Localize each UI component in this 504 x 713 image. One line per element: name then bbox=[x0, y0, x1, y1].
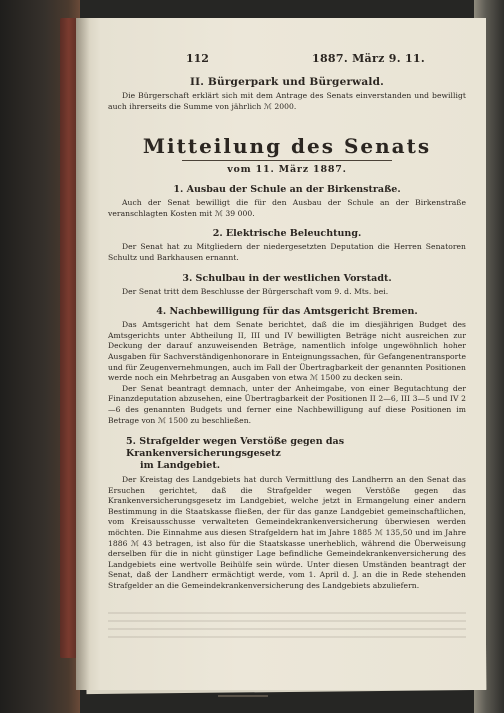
running-header bbox=[108, 52, 466, 70]
item-4-heading: 4. Nachbewilligung für das Amtsgericht Bremen. bbox=[156, 306, 418, 318]
item-3-text: Der Senat tritt dem Beschlusse der Bürgerschaft vom 9. d. Mts. bei. bbox=[122, 286, 389, 296]
item-5-heading-line-2: im Landgebiet. bbox=[140, 460, 221, 472]
item-5-heading bbox=[108, 436, 466, 472]
senate-title: Mitteilung des Senats bbox=[142, 134, 432, 159]
item-5-heading-line-1: 5. Strafgelder wegen Verstöße gegen das Krankenversicherungsgesetz bbox=[126, 436, 345, 460]
item-4-text-2: Der Senat beantragt demnach, unter der Anheimgabe, von einer Begutachtung der Finanzdeputation abzusehen, eine Übertragbarkeit der Positionen II 2—6, III 3—5 und IV 2—6 des genannten Budgets und ferner eine Nachbewilligung auf diese Positionen im Betrage von ℳ 1500 zu beschließen. bbox=[108, 383, 466, 425]
section-ii-heading: II. Bürgerpark und Bürgerwald. bbox=[189, 76, 385, 88]
item-5-text: Der Kreistag des Landgebiets hat durch Vermittlung des Landherrn an den Senat das Ersuchen gerichtet, daß die Strafgelder wegen Verstöße gegen das Krankenversicherungsgesetz im Landgebiet, welche jetzt in Ermangelung einer andern Bestimmung in die Staatskasse fließen, der für das ganze Landgebiet gemeinschaftlichen, vom Kreisausschusse verwalteten Gemeindekrankenversicherung überwiesen werden möchten. Die Einnahme aus diesen Strafgeldern hat im Jahre 1885 ℳ 135,50 und im Jahre 1886 ℳ 43 betragen, ist also für die Staatskasse unerheblich, während die Überweisung derselben für die in nicht günstiger Lage befindliche Gemeindekrankenversicherung des Landgebiets eine wertvolle Beihülfe sein würde. Unter diesen Umständen beantragt der Senat, daß der Landherr ermächtigt werde, vom 1. April d. J. an die in Rede stehenden Strafgelder an die Gemeindekrankenversicherung des Landgebiets abzuliefern. bbox=[108, 475, 466, 591]
bleed-through-area bbox=[108, 606, 466, 642]
senate-date: vom 11. März 1887. bbox=[227, 164, 347, 176]
item-2-text: Der Senat hat zu Mitgliedern der niedergesetzten Deputation die Herren Senatoren Schultz und Barkhausen ernannt. bbox=[108, 242, 466, 262]
title-rule bbox=[182, 160, 392, 161]
page-edge-mark bbox=[218, 695, 268, 705]
item-4-text-1: Das Amtsgericht hat dem Senate berichtet, daß die im diesjährigen Budget des Amtsgerichts unter Abtheilung II, III und IV bewilligten Beträge nicht ausreichen zur Deckung der darauf anzuweisenden Beträge, namentlich infolge ungewöhnlich hoher Ausgaben für Sachverständigenhonorare in Enteignungssachen, für Gefangenentransporte und für Zeugenvernehmungen, auch im Fall der Übertragbarkeit der genannten Positionen werde noch ein Mehrbetrag an Ausgaben von etwa ℳ 1500 zu decken sein. bbox=[108, 320, 466, 383]
item-1-text: Auch der Senat bewilligt die für den Ausbau der Schule an der Birkenstraße veranschlagten Kosten mit ℳ 39 000. bbox=[108, 198, 466, 218]
header-date: 1887. März 9. 11. bbox=[312, 52, 425, 65]
item-1-heading: 1. Ausbau der Schule an der Birkenstraße. bbox=[173, 184, 401, 196]
item-2-heading: 2. Elektrische Beleuchtung. bbox=[212, 228, 362, 240]
section-ii-text: Die Bürgerschaft erklärt sich mit dem Antrage des Senats einverstanden und bewilligt auch ihrerseits die Summe von jährlich ℳ 2000. bbox=[108, 91, 466, 111]
item-3-heading: 3. Schulbau in der westlichen Vorstadt. bbox=[182, 272, 392, 284]
page-number: 112 bbox=[186, 52, 209, 65]
document-page bbox=[76, 18, 486, 690]
